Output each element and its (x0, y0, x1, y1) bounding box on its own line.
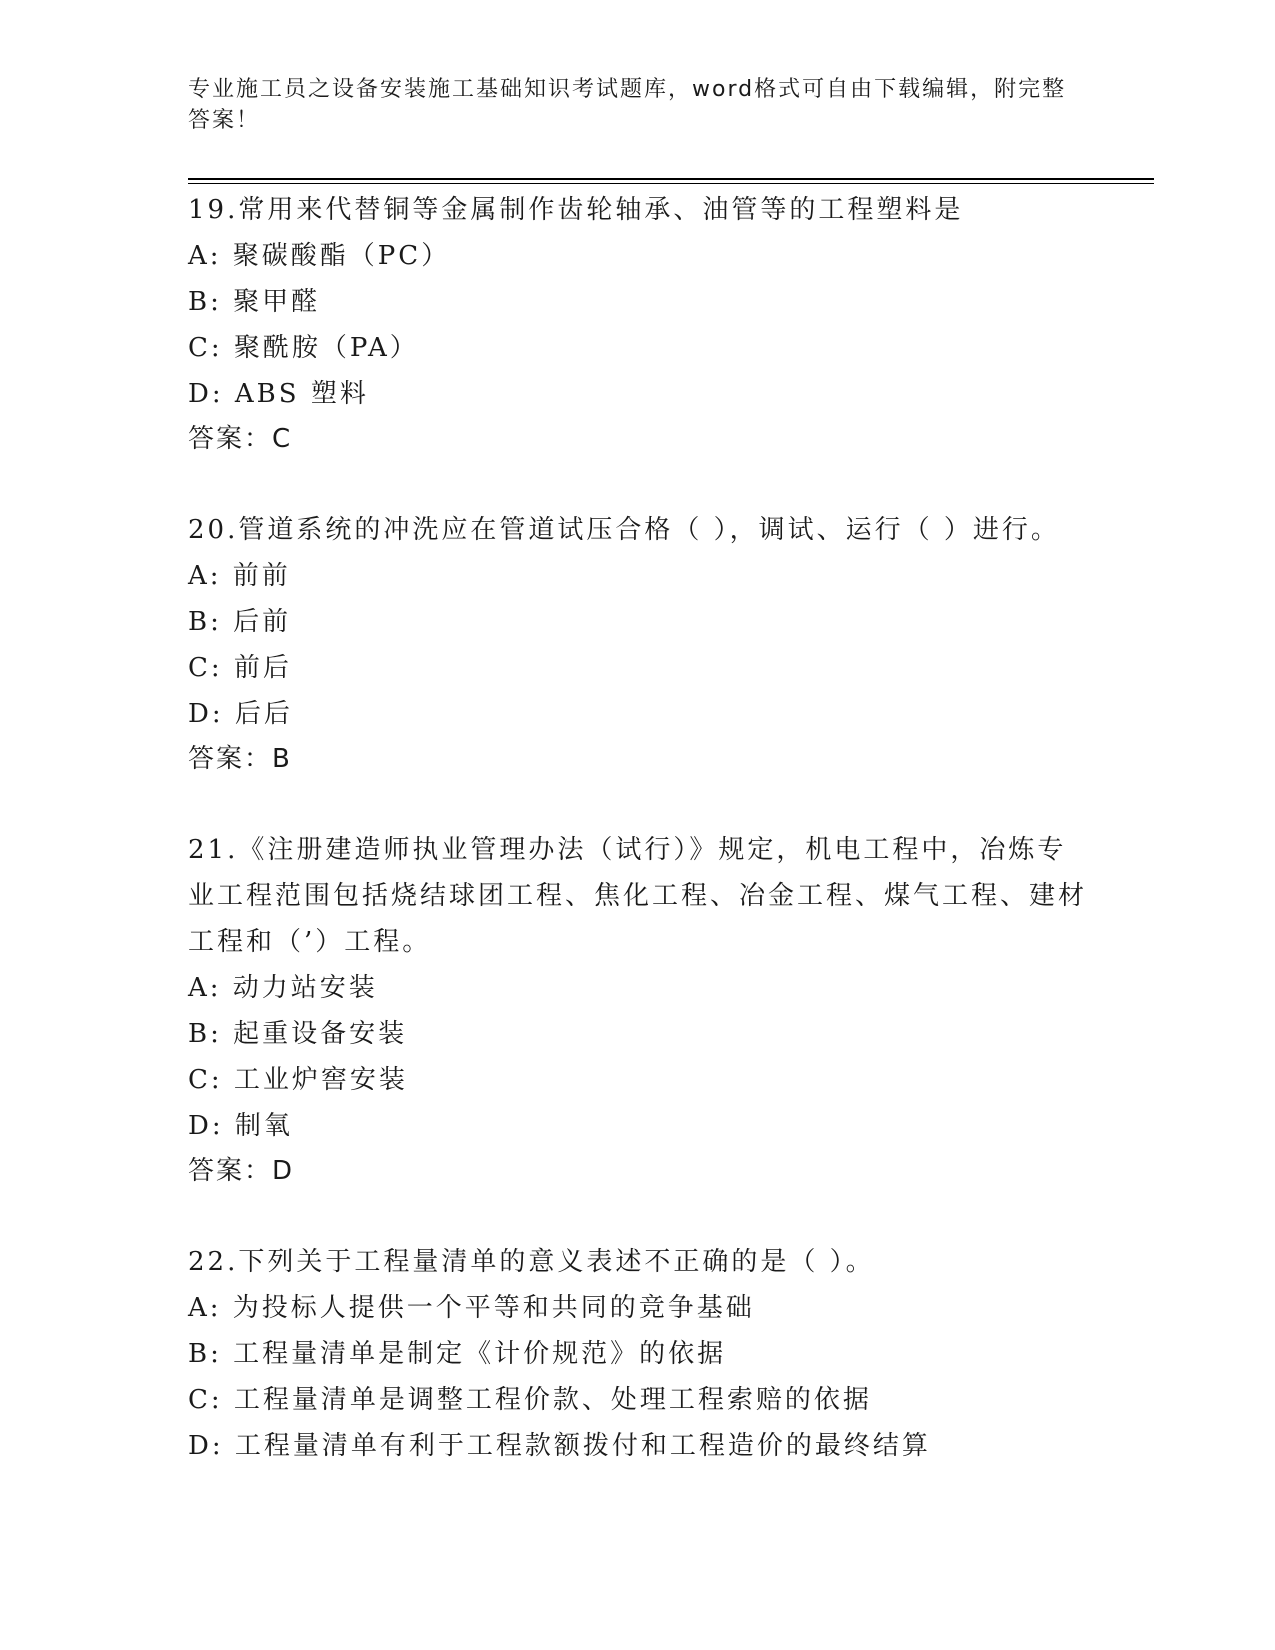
question-stem: 21.《注册建造师执业管理办法（试行）》规定，机电工程中，冶炼专业工程范围包括烧结球团工程、焦化工程、冶金工程、煤气工程、建材工程和（’）工程。 (188, 835, 1088, 957)
question-gap (188, 781, 1088, 827)
question-gap (188, 1193, 1088, 1239)
answer: 答案：C (188, 424, 293, 454)
question-22 (188, 1239, 1088, 1469)
option-a: A: 动力站安装 (188, 973, 378, 1003)
header-rule-thick (188, 178, 1154, 180)
question-gap (188, 461, 1088, 507)
option-b: B: 起重设备安装 (188, 1019, 408, 1049)
option-d: D: 工程量清单有利于工程款额拨付和工程造价的最终结算 (188, 1431, 931, 1461)
header-rule-thin (188, 183, 1154, 184)
question-20 (188, 507, 1088, 781)
answer: 答案：D (188, 1156, 295, 1186)
option-d: D: ABS 塑料 (188, 379, 369, 409)
question-stem: 20.管道系统的冲洗应在管道试压合格（ ），调试、运行（ ）进行。 (188, 515, 1060, 545)
question-list (188, 187, 1088, 1469)
option-a: A: 前前 (188, 561, 291, 591)
question-stem: 19.常用来代替铜等金属制作齿轮轴承、油管等的工程塑料是 (188, 195, 964, 225)
option-c: C: 工程量清单是调整工程价款、处理工程索赔的依据 (188, 1385, 872, 1415)
option-a: A: 为投标人提供一个平等和共同的竞争基础 (188, 1293, 755, 1323)
question-21 (188, 827, 1088, 1193)
option-d: D: 制氧 (188, 1111, 293, 1141)
option-d: D: 后后 (188, 699, 293, 729)
question-19 (188, 187, 1088, 461)
option-c: C: 前后 (188, 653, 292, 683)
answer: 答案：B (188, 744, 292, 774)
option-b: B: 后前 (188, 607, 292, 637)
document-header: 专业施工员之设备安装施工基础知识考试题库，word格式可自由下载编辑，附完整答案！ (188, 77, 1067, 133)
option-c: C: 聚酰胺（PA） (188, 333, 419, 363)
option-a: A: 聚碳酸酯（PC） (188, 241, 451, 271)
option-b: B: 工程量清单是制定《计价规范》的依据 (188, 1339, 727, 1369)
question-stem: 22.下列关于工程量清单的意义表述不正确的是（ ）。 (188, 1247, 875, 1277)
option-b: B: 聚甲醛 (188, 287, 321, 317)
option-c: C: 工业炉窖安装 (188, 1065, 408, 1095)
